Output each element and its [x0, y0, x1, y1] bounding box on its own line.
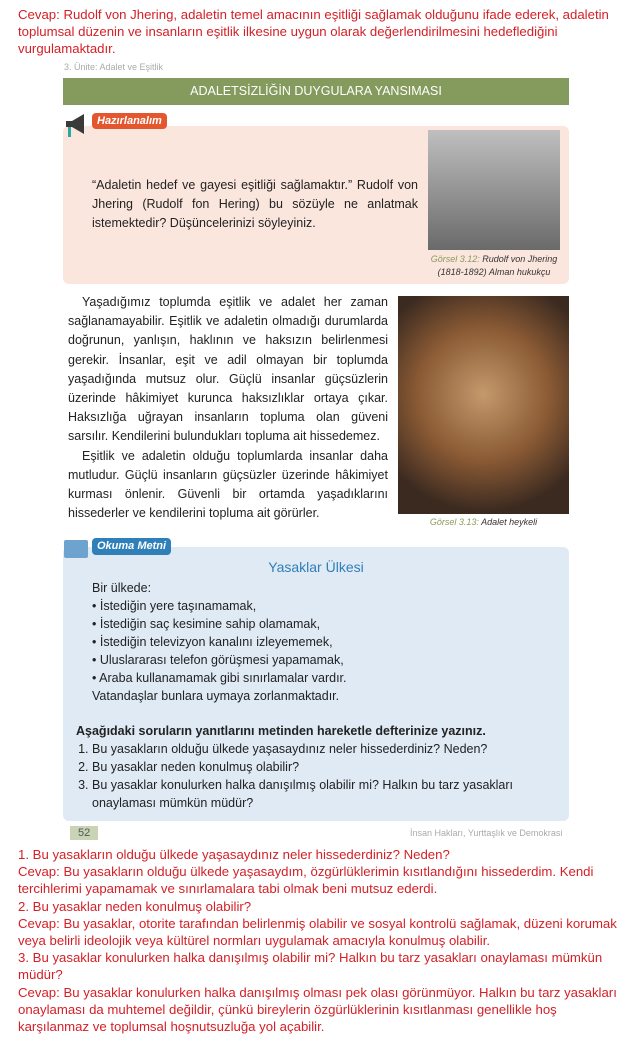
caption-text: Adalet heykeli [481, 517, 538, 527]
okuma-label: Okuma Metni [92, 538, 171, 555]
closing: Vatandaşlar bunlara uymaya zorlanmaktadır. [92, 689, 340, 703]
answers-bottom [18, 846, 623, 1035]
book-icon [64, 540, 88, 558]
questions [76, 722, 561, 812]
answer-line: 3. Bu yasaklar konulurken halka danışılmış olabilir mi? Halkın bu tarz yasakları onaylaması mümkün müdür? [18, 950, 603, 983]
answer-top: Cevap: Rudolf von Jhering, adaletin temel amacının eşitliği sağlamak olduğunu ifade ederek, adaletin toplumsal düzenin ve insanların eşitlik ilkesine uygun olarak değerlendirilmesini hedeflediğini vurgulamaktadır. [18, 7, 609, 57]
quote-text: “Adaletin hedef ve gayesi eşitliği sağlamaktır.” Rudolf von Jhering (Rudolf fon Hering) bu sözüyle ne anlatmak istemektedir? Düşüncelerinizi söyleyiniz. [92, 178, 418, 230]
caption-key: Görsel 3.12: [430, 254, 480, 264]
paragraph: Eşitlik ve adaletin olduğu toplumlarda insanlar daha mutludur. Güçlü insanların güçsüzler üzerinde hâkimiyet kurması önlenir. Güvenli bir ortamda yaşadıklarını hissederler ve kendilerini topluma ait görürler. [68, 448, 388, 521]
justice-statue-image [398, 296, 569, 514]
page-number: 52 [70, 826, 98, 840]
instruction: Aşağıdaki soruların yanıtlarını metinden hareketle defterinize yazınız. [76, 724, 486, 738]
portrait-caption [420, 253, 568, 279]
okuma-title: Yasaklar Ülkesi [268, 559, 364, 575]
list-item: • Araba kullanamamak gibi sınırlamalar vardır. [92, 671, 347, 685]
caption-text: Rudolf von Jhering (1818-1892) Alman hukukçu [437, 254, 558, 277]
answer-line: 2. Bu yasaklar neden konulmuş olabilir? [18, 898, 252, 914]
paragraph: Yaşadığımız toplumda eşitlik ve adalet her zaman sağlanamayabilir. Eşitlik ve adaletin olmadığı durumlarda doğrunun, yanlışın, haklının ve haksızın belirlenmesi gerekir. İnsanlar, eşit ve adil olmayan bir toplumda yaşadığında mutsuz olur. Güçlü insanlar güçsüzlerin üzerinde hâkimiyet kurunca haksızlıklar ortaya çıkar. Haksızlığa uğrayan insanların topluma olan güveni sarsılır. Kendilerini bulundukları topluma ait hissedemez. [68, 295, 388, 444]
okuma-text [92, 579, 532, 705]
list-item: • İstediğin saç kesimine sahip olamamak, [92, 617, 321, 631]
answer-line: Cevap: Bu yasaklar konulurken halka danışılmış olması pek olası görünmüyor. Halkın bu tarz yasakları onaylaması da muhtemel değildir, çünkü bireylerin özgürlüklerinin kısıtlanması genellikle hoş karşılanmaz ve toplumsal hoşnutsuzluğa yol açabilir. [18, 984, 617, 1035]
unit-header: 3. Ünite: Adalet ve Eşitlik [64, 62, 164, 72]
caption-key: Görsel 3.13: [429, 517, 479, 527]
answer-line: Cevap: Bu yasakların olduğu ülkede yaşasaydım, özgürlüklerimin kısıtlandığını hissederdim. Kendi tercihlerimi yapamamak ve sınırlamalara tabi olmak beni mutsuz ederdi. [18, 864, 594, 897]
question: 3. Bu yasaklar konulurken halka danışılmış olabilir mi? Halkın bu tarz yasakları onaylaması mümkün müdür? [92, 776, 561, 812]
hazirlanalim-label: Hazırlanalım [92, 113, 167, 129]
footer: İnsan Hakları, Yurttaşlık ve Demokrasi [410, 828, 563, 838]
intro: Bir ülkede: [92, 581, 152, 595]
portrait-image [428, 130, 560, 250]
answer-line: Cevap: Bu yasaklar, otorite tarafından belirlenmiş olabilir ve sosyal kontrolü sağlamak, düzeni korumak veya belirli ideolojik veya kültürel normları uygulamak amacıyla konulmuş olabilir. [18, 915, 617, 949]
answer-line: 1. Bu yasakların olduğu ülkede yaşasaydınız neler hissederdiniz? Neden? [18, 847, 450, 862]
body-text [68, 293, 388, 523]
statue-caption [398, 517, 569, 528]
megaphone-icon [64, 112, 90, 138]
list-item: • İstediğin televizyon kanalını izleyememek, [92, 635, 333, 649]
list-item: • İstediğin yere taşınamamak, [92, 599, 257, 613]
question: 2. Bu yasaklar neden konulmuş olabilir? [92, 758, 561, 776]
section-title: ADALETSİZLİĞİN DUYGULARA YANSIMASI [63, 78, 569, 105]
question: 1. Bu yasakların olduğu ülkede yaşasaydınız neler hissederdiniz? Neden? [92, 740, 561, 758]
list-item: • Uluslararası telefon görüşmesi yapamamak, [92, 653, 344, 667]
